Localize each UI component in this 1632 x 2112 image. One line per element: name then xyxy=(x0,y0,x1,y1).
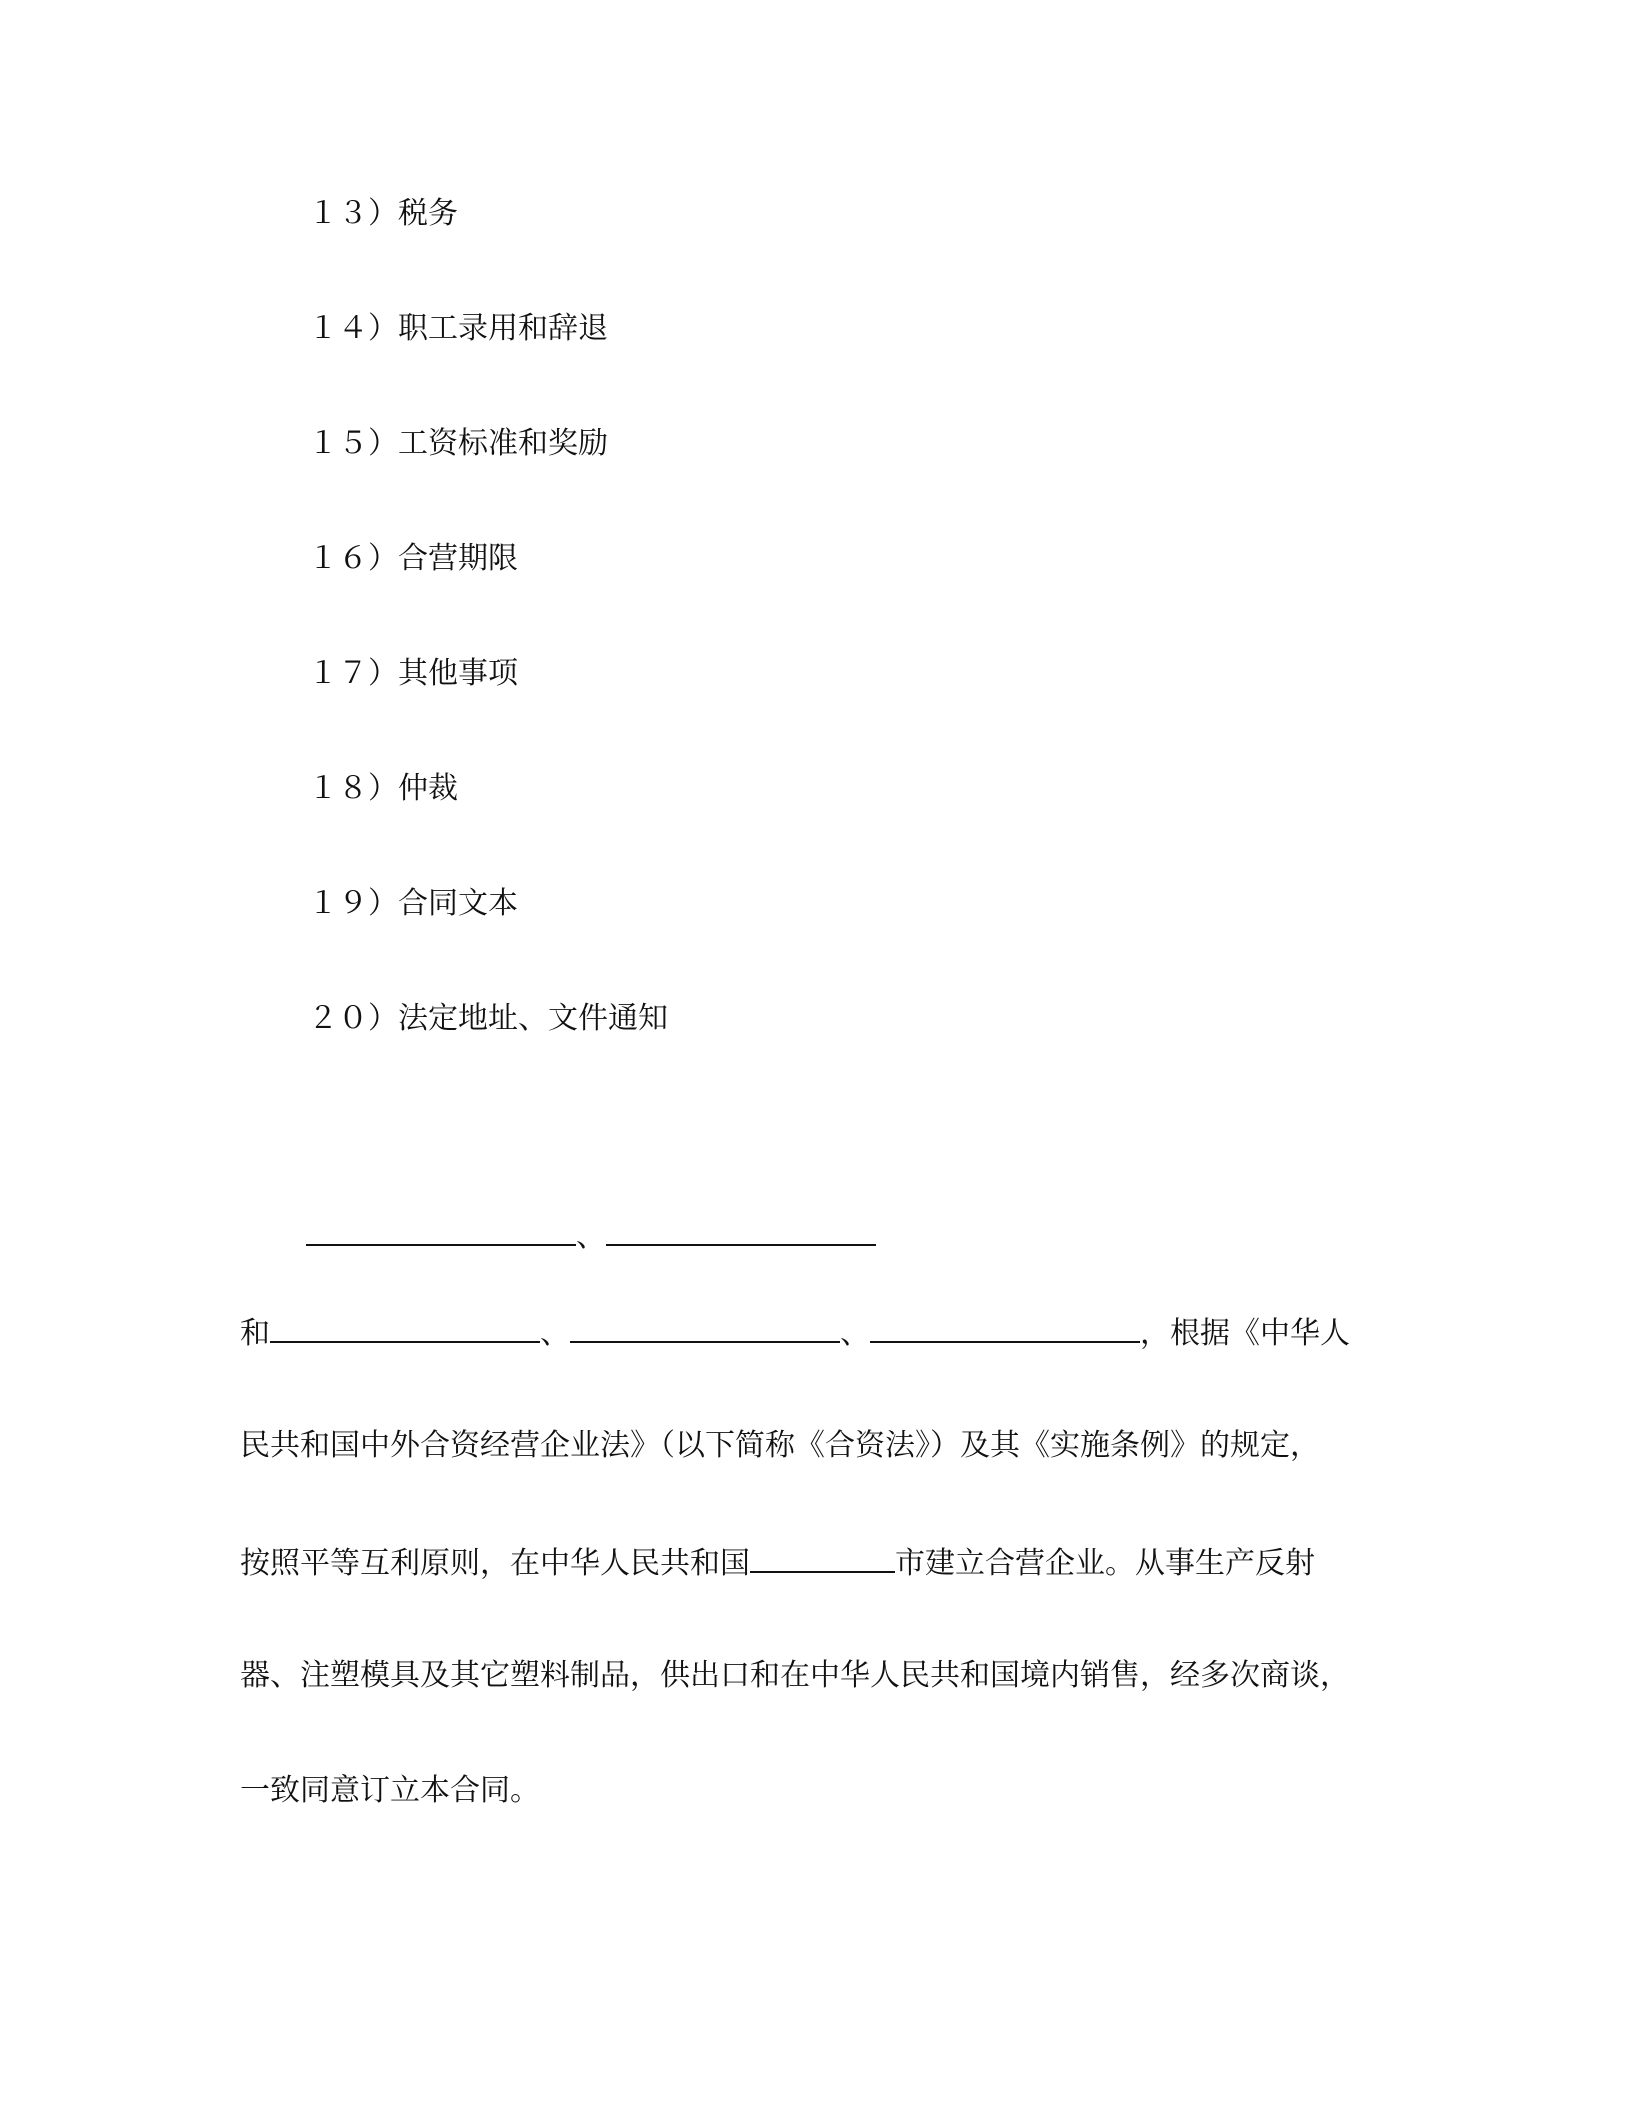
paragraph-line-3 xyxy=(240,1541,1315,1584)
paragraph-line1-prefix: 和 xyxy=(240,1316,270,1351)
list-item-18: １８）仲裁 xyxy=(308,771,458,806)
list-item-17: １７）其他事项 xyxy=(308,656,518,691)
list-item-14: １４）职工录用和辞退 xyxy=(308,311,608,346)
party-blank-2[interactable] xyxy=(606,1214,876,1246)
city-blank[interactable] xyxy=(750,1541,895,1573)
paragraph-line-5: 一致同意订立本合同。 xyxy=(240,1773,540,1808)
paragraph-line1-sep2: 、 xyxy=(840,1316,870,1351)
list-item-15: １５）工资标准和奖励 xyxy=(308,426,608,461)
paragraph-line1-suffix: ，根据《中华人 xyxy=(1140,1316,1350,1351)
parties-separator: 、 xyxy=(576,1219,606,1254)
parties-line xyxy=(306,1214,876,1257)
paragraph-line3-suffix: 市建立合营企业。从事生产反射 xyxy=(895,1546,1315,1581)
party-blank-5[interactable] xyxy=(870,1311,1140,1343)
list-item-19: １９）合同文本 xyxy=(308,886,518,921)
party-blank-4[interactable] xyxy=(570,1311,840,1343)
paragraph-line-4: 器、注塑模具及其它塑料制品，供出口和在中华人民共和国境内销售，经多次商谈， xyxy=(240,1658,1350,1693)
paragraph-line1-sep1: 、 xyxy=(540,1316,570,1351)
paragraph-line3-prefix: 按照平等互利原则，在中华人民共和国 xyxy=(240,1546,750,1581)
list-item-16: １６）合营期限 xyxy=(308,541,518,576)
party-blank-1[interactable] xyxy=(306,1214,576,1246)
paragraph-line-1 xyxy=(240,1311,1350,1354)
paragraph-line-2: 民共和国中外合资经营企业法》（以下简称《合资法》）及其《实施条例》的规定， xyxy=(240,1428,1320,1463)
list-item-20: ２０）法定地址、文件通知 xyxy=(308,1001,668,1036)
party-blank-3[interactable] xyxy=(270,1311,540,1343)
list-item-13: １３）税务 xyxy=(308,196,458,231)
